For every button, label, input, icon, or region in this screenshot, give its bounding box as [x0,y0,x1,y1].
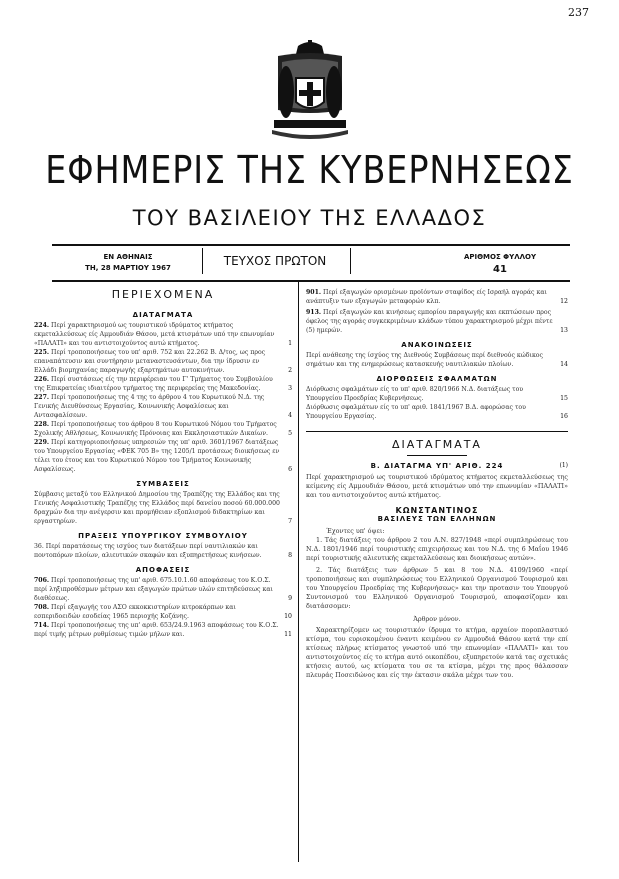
heading-underline [407,455,467,456]
header-bottom-rule [52,280,570,282]
header-divider-left [202,248,203,274]
sheet-number-label: ΑΡΙΘΜΟΣ ΦΥΛΛΟΥ [463,253,537,261]
list-item: 708. Περί εξαγωγής του ΑΣΟ εκκοκκιστηρίων κιτροκάρπων και εσπεριδοειδών εσοδείας 1965 περιοχής Κοζάνης. 10 [34,604,292,620]
list-item: 225. Περί τροποποιήσεως του υπ' αριθ. 752 και 22.262 Β. Δ/τος, ως προς επαναπάτευσιν και συντήρησιν μεταναστευσάντων, δια την ίδρυσιν εν Ελλάδι βιομηχανίας παραγωγής εξαρτημάτων αυτοκινήτων. 2 [34,349,292,374]
margin-mark: (1) [559,462,568,469]
right-column-contents [306,288,568,680]
contents-column [34,288,292,639]
list-item: 36. Περί παρατάσεως της ισχύος των διατάξεων περί ναυτιλιακών και ποντοπόρων πλοίων, αλιευτικών σκαφών και εξυπηρετήσεως κινήσεων. 8 [34,543,292,559]
article-heading: Άρθρον μόνον. [413,615,461,623]
publication-place: ΕΝ ΑΘΗΝΑΙΣ [103,253,153,261]
list-item: Διόρθωσις σφαλμάτων είς το υπ' αριθ. 820/1966 Ν.Δ. διατάξεως του Υπουργείου Προεδρίας Κυβερνήσεως. 15 [306,386,568,402]
contents-title: ΠΕΡΙΕΧΟΜΕΝΑ [111,288,215,301]
list-item: 706. Περί τροποποιήσεως της υπ' αριθ. 675.10.1.60 αποφάσεως του Κ.Ο.Σ. περί ληξιπροθέσμων μέτρων και εξαγωγών πρώτων υλών επιτηδεύσεως και διαθέσεως. 9 [34,577,292,602]
page-number: 237 [568,6,589,19]
cabinet-acts-heading: ΠΡΑΞΕΙΣ ΥΠΟΥΡΓΙΚΟΥ ΣΥΜΒΟΥΛΙΟΥ [78,532,248,540]
header-divider-right [350,248,351,274]
sheet-number: 41 [493,264,507,275]
decree-title: Β. ΔΙΑΤΑΓΜΑ ΥΠ' ΑΡΙΘ. 224 [370,462,504,470]
paragraph: 2. Τάς διατάξεις των άρθρων 5 και 8 του Ν.Δ. 4109/1960 «περί τροποποιήσεως και συμπληρώσεως του Ελληνικού Οργανισμού Τουρισμού και του Υπουργείου Προεδρίας της Κυβερνήσεως» και την προτασιν του Υπουργού Συντονισμού του Ελληνικού Οργανισμού Τουρισμού, αποφασίζομεν και διατάσσομεν: [306,566,568,610]
decrees-main-heading: ΔΙΑΤΑΓΜΑΤΑ [392,438,482,451]
list-item: 901. Περί εξαγωγών ορισμένων προϊόντων σταφίδος είς Ισραήλ αγοράς και ανάπτυξιν των εξαγωγών μεταφορών κλπ. 12 [306,289,568,305]
list-item: Περί ανάθεσης της ίσχύος της Διεθνούς Συμβάσεως περί διεθνούς κώδικος σημάτων και της ενημερώσεως κατασκευής ναυτιλιακών πλοίων. 14 [306,352,568,368]
royal-coat-of-arms-icon [268,40,352,140]
section-rule [306,431,568,432]
list-item: 913. Περί εξαγωγών και κινήσεως εμπορίου παραγωγής και εκπτώσεων προς όφελος της αγοράς συγκεκριμένων κλάδων τύπου χαρακτηρισμού μέχρι πέντε (5) ημερών. 13 [306,309,568,334]
masthead-subtitle: ΤΟΥ ΒΑΣΙΛΕΙΟΥ ΤΗΣ ΕΛΛΑΔΟΣ [132,206,487,230]
publication-date: ΤΗ, 28 ΜΑΡΤΙΟΥ 1967 [85,264,171,272]
having-regard: Έχοντες υπ' όψει: [326,527,385,535]
decree-summary: Περί χαρακτηρισμού ως τουριστικού ιδρύματος κτήματος εκμεταλλεύσεως της κείμενης είς Αμμουδιάν Θάσου, μετά κτισμάτων υπό την επωνυμίαν «ΠΑΛΑΤΙ» και του αντιστοιχούντος αυτώ κτήματος. [306,473,568,499]
list-item: Σύμβασις μεταξύ του Ελληνικού Δημοσίου της Τραπέζης της Ελλάδος και της Γενικής Ασφαλιστικής Τραπέζης της Ελλάδος περί δανείου ποσού 60.000.000 δραχμών δια την ανέγερσιν και προμήθειαν εξοπλισμού διδακτηρίων και εργαστηρίων. 7 [34,491,292,525]
corrections-heading: ΔΙΟΡΘΩΣΕΙΣ ΣΦΑΛΜΑΤΩΝ [376,375,498,383]
king-name: ΚΩΝΣΤΑΝΤΙΝΟΣ [395,506,479,515]
decisions-heading: ΑΠΟΦΑΣΕΙΣ [135,566,191,574]
header-top-rule [52,244,570,246]
list-item: 714. Περί τροποποιήσεως της υπ' αριθ. 653/24.9.1963 αποφάσεως του Κ.Ο.Σ. περί τιμής μέτρων ρυθμίσεως τιμών μήλων και. 11 [34,622,292,638]
list-item: 224. Περί χαρακτηρισμού ως τουριστικού ιδρύματος κτήματος εκμεταλλεύσεως είς Αμμουδιάν Θάσου, μετά κτισμάτων υπό την επωνυμίαν «ΠΑΛΑΤΙ» και του αντιστοιχούντος αυτώ κτήματος. 1 [34,322,292,347]
list-item: 228. Περί τροποποιήσεως του άρθρου 8 του Κυρωτικού Νόμου του Τμήματος Σχολικής Αθλήσεως, Κοινωνικής Πρόνοιας και Εκκλησιαστικών Δικαίων. 5 [34,421,292,437]
paragraph: 1. Τάς διατάξεις του άρθρου 2 του Α.Ν. 827/1948 «περί συμπληρώσεως του Ν.Δ. 1801/1946 περί τουριστικής επιχειρήσεως και του Ν.Δ. της 6 Μαΐου 1946 περί τουριστικής αλιευτικής εκμεταλλεύσεως και διοικήσεως αυτών». [306,536,568,562]
issue-type: ΤΕΥΧΟΣ ΠΡΩΤΟΝ [223,254,327,268]
list-item: 229. Περί κατηγοριοποιήσεως υπηρεσιών της υπ' αριθ. 3601/1967 διατάξεως του Υπουργείου Εργασίας «ΦΕΚ 705 Β» της 1205/1 προτάσεως διοικήσεως εν τέλει του έτους και του Κυρωτικού Νόμου του Τμήματος Κοινωνικής Ασφαλίσεως. 6 [34,439,292,473]
announcements-heading: ΑΝΑΚΟΙΝΩΣΕΙΣ [401,341,473,349]
list-item: 226. Περί συστάσεως είς την περιφέρειαν του Γ' Τμήματος του Συμβουλίου της Επικρατείας ιδιαιτέρου τμήματος της περιφερείας της Μακεδονίας. 3 [34,376,292,392]
king-title: ΒΑΣΙΛΕΥΣ ΤΩΝ ΕΛΛΗΝΩΝ [377,515,497,523]
column-divider [298,282,299,862]
decrees-heading: ΔΙΑΤΑΓΜΑΤΑ [132,311,194,319]
article-text: Χαρακτηρίζομεν ως τουριστικόν ίδρυμα το κτήμα, αρχαίον ποροπλαστικό κτίσμα, του ευρισκομένου έναντι κειμένου εν Αμμουδιά Θάσου κατά την επί κτίσεως πλήρως κτίσματος γνωστού υπό την επωνυμίαν «ΠΑΛΑΤΙ» και του αντιστοιχούντος είς το κτήμα αυτό οικοπέδου, εξυπηρετούν κατά τας σχετικάς κτήσεις αυτού, ως κτίσματα του σε τα κτίσμα, μέχρι της προς θάλασσαν πλευράς Ποσειδώνος και είς την έκτασιν σκάλα μέχρι των του. [306,626,568,679]
list-item: 227. Περί τροποποιήσεως της 4 της το άρθρου 4 του Κυρωτικού Ν.Δ. της Γενικής Διευθύνσεως Εργασίας, Κοινωνικής Ασφαλίσεως και Αντασφαλίσεων. 4 [34,394,292,419]
agreements-heading: ΣΥΜΒΑΣΕΙΣ [136,480,190,488]
masthead-title: ΕΦΗΜΕΡΙΣ ΤΗΣ ΚΥΒΕΡΝΗΣΕΩΣ [45,148,574,192]
list-item: Διόρθωσις σφαλμάτων είς το υπ' αριθ. 1841/1967 Β.Δ. αφορώσας του Υπουργείου Εργασίας. 16 [306,404,568,420]
